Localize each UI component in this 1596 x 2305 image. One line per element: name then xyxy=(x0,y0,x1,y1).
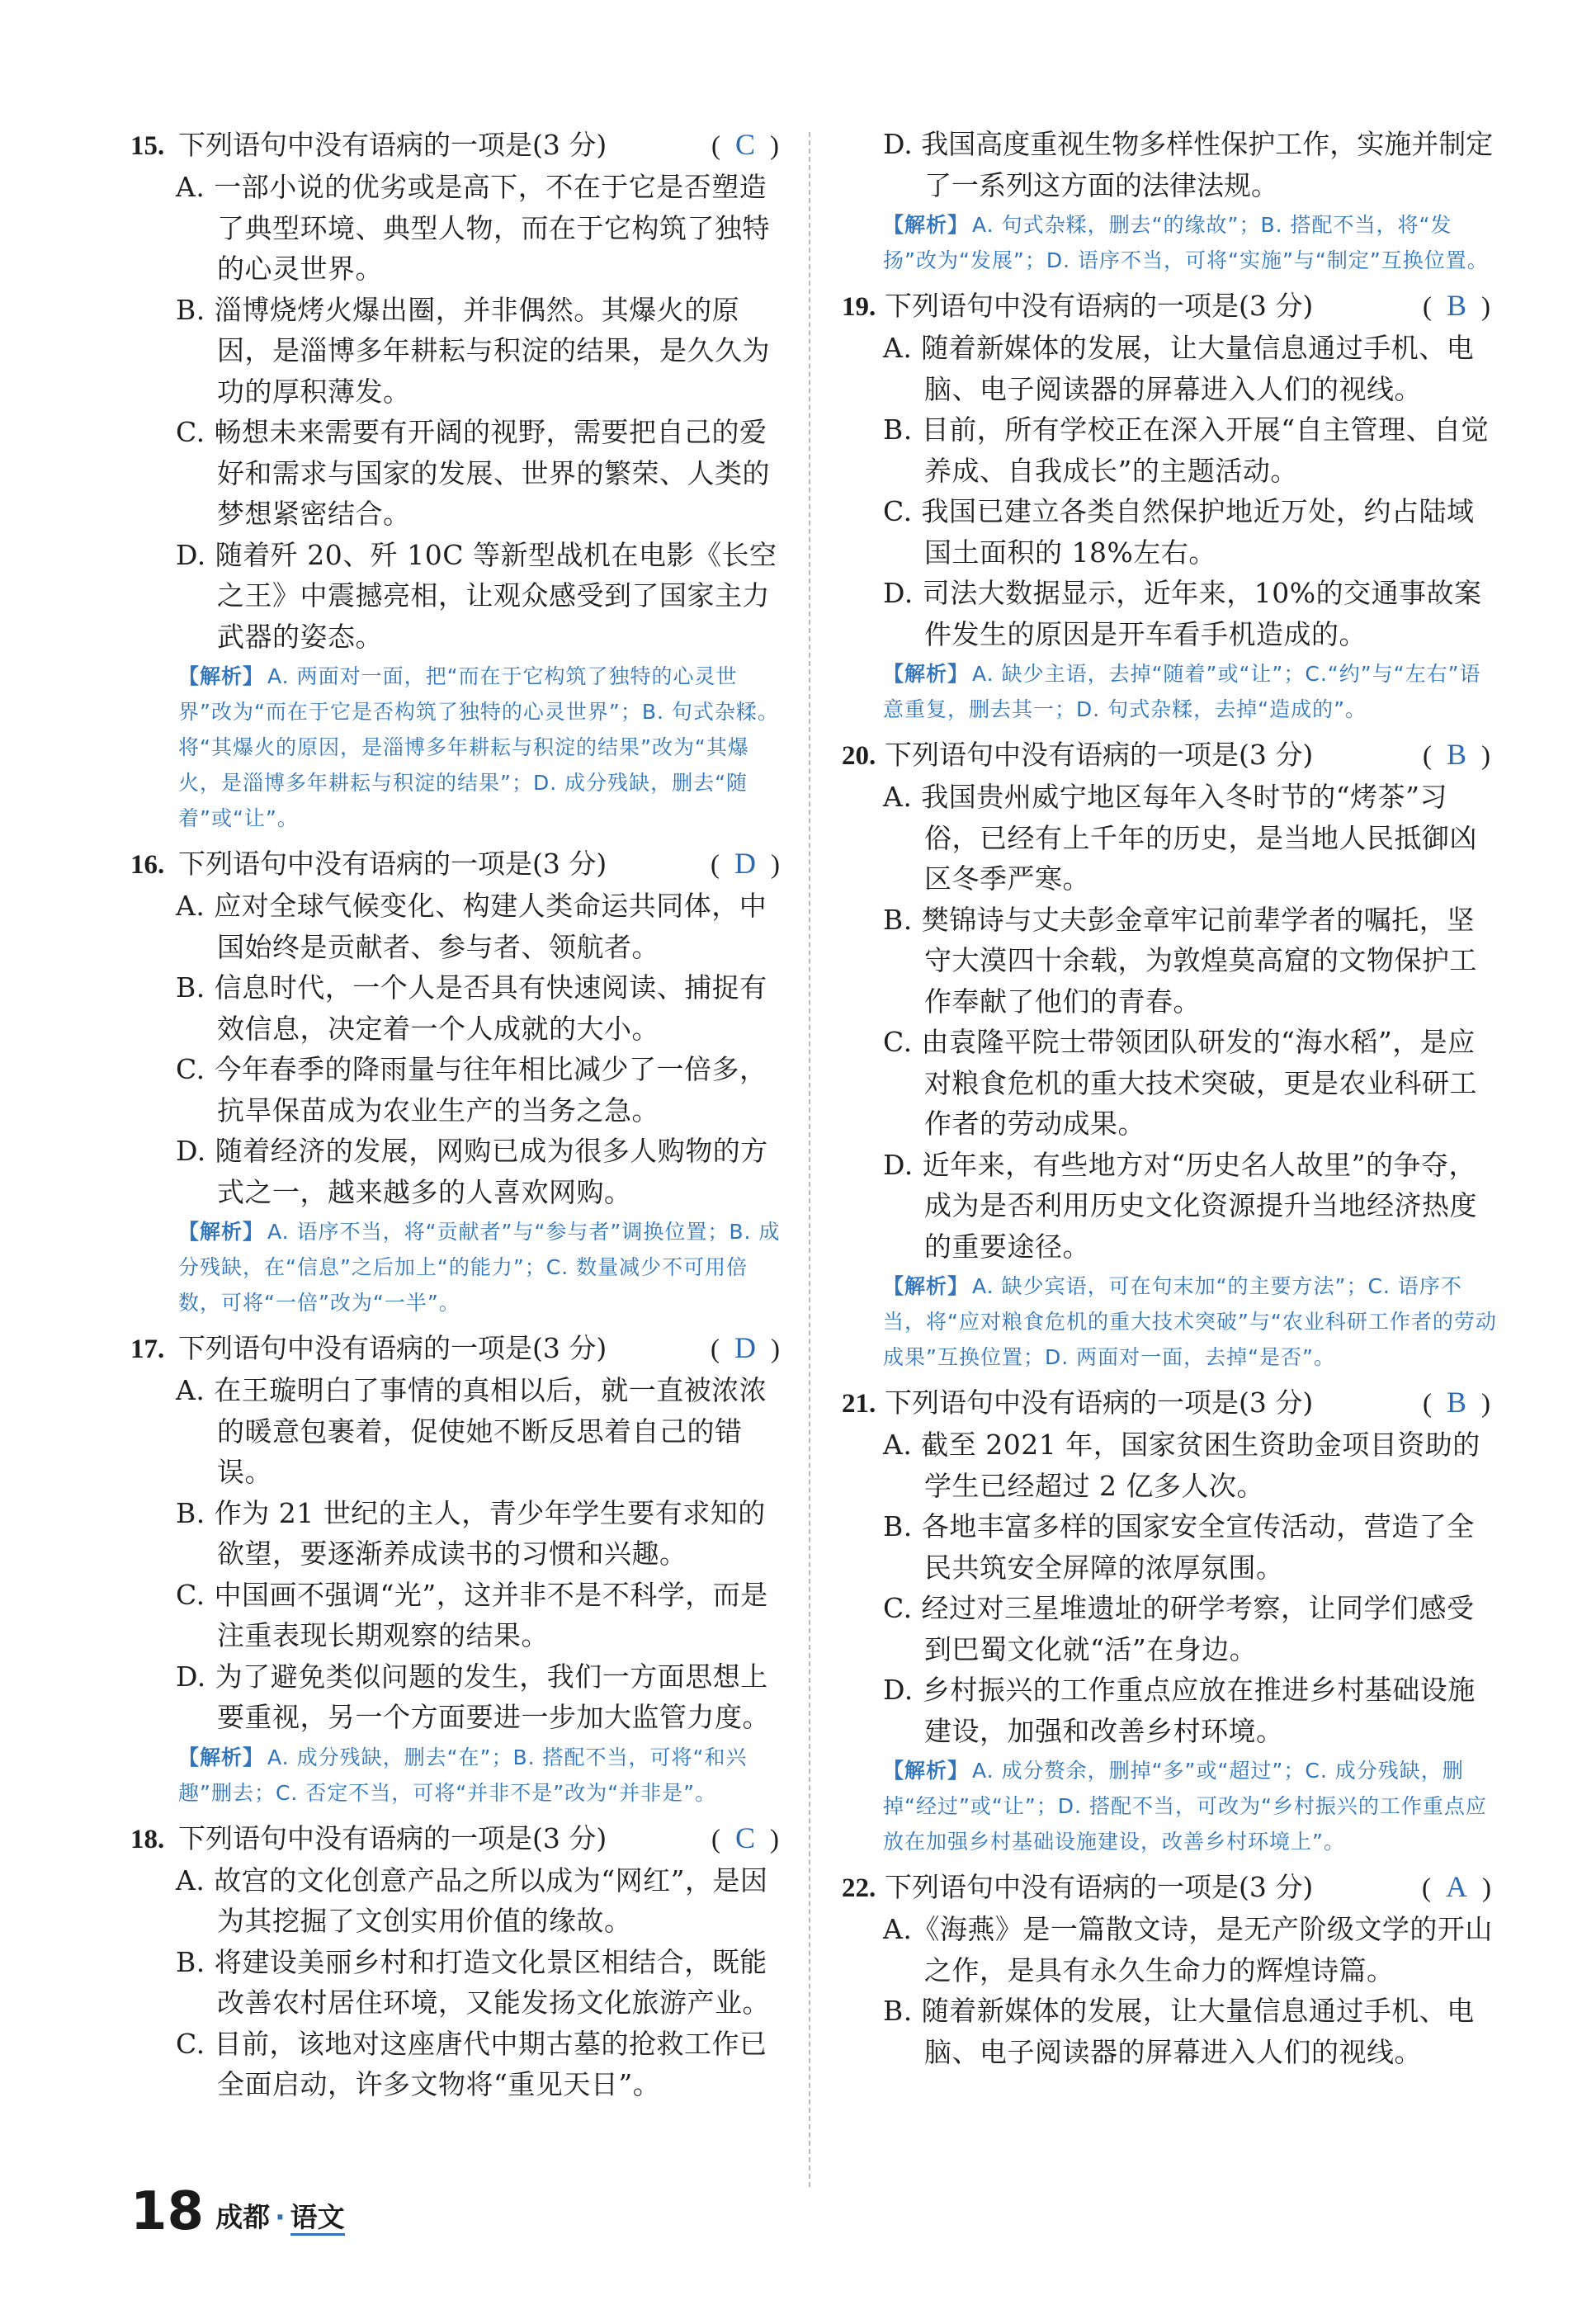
option-a: A. 随着新媒体的发展，让大量信息通过手机、电脑、电子阅读器的屏幕进入人们的视线。 xyxy=(883,332,1475,405)
question-18-continued xyxy=(842,124,1502,278)
question-head xyxy=(130,843,791,886)
explanation-text: A. 语序不当，将“贡献者”与“参与者”调换位置；B. 成分残缺，在“信息”之后加上“的能力”；C. 数量减少不可用倍数，可将“一倍”改为“一半”。 xyxy=(178,1220,781,1315)
explanation-tag: 【解析】 xyxy=(178,1220,265,1244)
option-a: A. 在王璇明白了事情的真相以后，就一直被浓浓的暖意包裹着，促使她不断反思着自己的错误。 xyxy=(176,1374,767,1488)
option-c: C. 畅想未来需要有开阔的视野，需要把自己的爱好和需求与国家的发展、世界的繁荣、人类的梦想紧密结合。 xyxy=(176,416,770,530)
option-a: A.《海燕》是一篇散文诗，是无产阶级文学的开山之作，是具有永久生命力的辉煌诗篇。 xyxy=(883,1913,1493,1986)
option-a: A. 我国贵州威宁地区每年入冬时节的“烤茶”习俗，已经有上千年的历史，是当地人民抵御凶区冬季严寒。 xyxy=(883,781,1477,895)
question-stem: 下列语句中没有语病的一项是(3 分) xyxy=(885,1871,1314,1903)
option-c: C. 我国已建立各类自然保护地近万处，约占陆域国土面积的 18%左右。 xyxy=(883,495,1475,569)
question-number: 16. xyxy=(130,850,165,880)
option-a: A. 一部小说的优劣或是高下，不在于它是否塑造了典型环境、典型人物，而在于它构筑了独特的心灵世界。 xyxy=(176,171,770,285)
question-number: 15. xyxy=(130,131,165,161)
option-d: D. 随着经济的发展，网购已成为很多人购物的方式之一，越来越多的人喜欢网购。 xyxy=(176,1135,768,1208)
answer-letter: C xyxy=(734,128,755,161)
option-c: C. 由袁隆平院士带领团队研发的“海水稻”，是应对粮食危机的重大技术突破，更是农业科研工作者的劳动成果。 xyxy=(883,1026,1477,1140)
question-head xyxy=(842,1866,1502,1909)
question-17 xyxy=(130,1327,791,1811)
option-b: B. 随着新媒体的发展，让大量信息通过手机、电脑、电子阅读器的屏幕进入人们的视线。 xyxy=(883,1995,1475,2068)
explanation xyxy=(178,1740,791,1811)
question-head xyxy=(842,1382,1502,1424)
answer-bracket: ( D ) xyxy=(711,847,780,880)
explanation-tag: 【解析】 xyxy=(178,664,265,688)
explanation-text: A. 句式杂糅，删去“的缘故”；B. 搭配不当，将“发扬”改为“发展”；D. 语序不当，可将“实施”与“制定”互换位置。 xyxy=(883,213,1489,272)
left-column xyxy=(130,124,791,2110)
answer-bracket: ( A ) xyxy=(1422,1870,1491,1903)
explanation-tag: 【解析】 xyxy=(883,662,970,686)
question-number: 22. xyxy=(842,1873,876,1903)
explanation xyxy=(883,1268,1502,1375)
book-name: 成都 xyxy=(215,2201,271,2233)
explanation-tag: 【解析】 xyxy=(883,1274,970,1298)
answer-letter: B xyxy=(1446,1386,1466,1419)
question-head xyxy=(842,734,1502,777)
option-b: B. 作为 21 世纪的主人，青少年学生要有求知的欲望，要逐渐养成读书的习惯和兴趣。 xyxy=(176,1496,766,1570)
answer-bracket: ( C ) xyxy=(711,1821,779,1854)
option-b: B. 樊锦诗与丈夫彭金章牢记前辈学者的嘱托，坚守大漠四十余载，为敦煌莫高窟的文物保护工作奉献了他们的青春。 xyxy=(883,903,1477,1018)
option-c: C. 经过对三星堆遗址的研学考察，让同学们感受到巴蜀文化就“活”在身边。 xyxy=(883,1592,1475,1665)
question-19 xyxy=(842,285,1502,727)
option-b: B. 各地丰富多样的国家安全宣传活动，营造了全民共筑安全屏障的浓厚氛围。 xyxy=(883,1510,1475,1584)
question-head xyxy=(130,1327,791,1370)
explanation-text: A. 缺少主语，去掉“随着”或“让”；C.“约”与“左右”语意重复，删去其一；D. 句式杂糅，去掉“造成的”。 xyxy=(883,662,1481,721)
question-20 xyxy=(842,734,1502,1375)
answer-letter: C xyxy=(734,1821,755,1854)
question-stem: 下列语句中没有语病的一项是(3 分) xyxy=(178,1821,607,1854)
question-stem: 下列语句中没有语病的一项是(3 分) xyxy=(885,1386,1314,1419)
option-d: D. 近年来，有些地方对“历史名人故里”的争夺，成为是否利用历史文化资源提升当地经济热度的重要途径。 xyxy=(883,1148,1477,1263)
column-divider xyxy=(809,132,810,2187)
option-c: C. 今年春季的降雨量与往年相比减少了一倍多，抗旱保苗成为农业生产的当务之急。 xyxy=(176,1053,767,1127)
option-b: B. 淄博烧烤火爆出圈，并非偶然。其爆火的原因，是淄博多年耕耘与积淀的结果，是久久为功的厚积薄发。 xyxy=(176,293,770,408)
option-a: A. 应对全球气候变化、构建人类命运共同体，中国始终是贡献者、参与者、领航者。 xyxy=(176,890,767,963)
question-stem: 下列语句中没有语病的一项是(3 分) xyxy=(178,1332,607,1364)
question-15 xyxy=(130,124,791,836)
option-d: D. 乡村振兴的工作重点应放在推进乡村基础设施建设，加强和改善乡村环境。 xyxy=(883,1674,1476,1747)
explanation xyxy=(883,1753,1502,1859)
question-number: 18. xyxy=(130,1824,165,1854)
question-number: 19. xyxy=(842,292,876,322)
explanation xyxy=(883,207,1502,278)
explanation-text: A. 两面对一面，把“而在于它构筑了独特的心灵世界”改为“而在于它是否构筑了独特的心灵世界”；B. 句式杂糅。将“其爆火的原因，是淄博多年耕耘与积淀的结果”改为“其爆火，是淄博多年耕耘与积淀的结果”；D. 成分残缺，删去“随着”或“让”。 xyxy=(178,664,779,830)
option-a: A. 截至 2021 年，国家贫困生资助金项目资助的学生已经超过 2 亿多人次。 xyxy=(883,1429,1480,1502)
question-22 xyxy=(842,1866,1502,2072)
explanation-text: A. 缺少宾语，可在句末加“的主要方法”；C. 语序不当，将“应对粮食危机的重大技术突破”与“农业科研工作者的劳动成果”互换位置；D. 两面对一面，去掉“是否”。 xyxy=(883,1274,1497,1369)
option-d: D. 随着歼 20、歼 10C 等新型战机在电影《长空之王》中震撼亮相，让观众感受到了国家主力武器的姿态。 xyxy=(176,538,777,653)
explanation-text: A. 成分残缺，删去“在”；B. 搭配不当，可将“和兴趣”删去；C. 否定不当，可将“并非不是”改为“并非是”。 xyxy=(178,1745,748,1805)
option-b: B. 将建设美丽乡村和打造文化景区相结合，既能改善农村居住环境，又能发扬文化旅游产业。 xyxy=(176,1945,770,2019)
question-head xyxy=(130,1817,791,1860)
question-stem: 下列语句中没有语病的一项是(3 分) xyxy=(178,129,607,161)
option-a: A. 故宫的文化创意产品之所以成为“网红”，是因为其挖掘了文创实用价值的缘故。 xyxy=(176,1863,768,1937)
question-21 xyxy=(842,1382,1502,1859)
option-c: C. 目前，该地对这座唐代中期古墓的抢救工作已全面启动，许多文物将“重见天日”。 xyxy=(176,2027,767,2100)
explanation-tag: 【解析】 xyxy=(178,1745,265,1769)
answer-letter: B xyxy=(1446,738,1466,771)
explanation xyxy=(883,656,1502,727)
page-footer xyxy=(130,2181,345,2242)
book-label xyxy=(215,2196,345,2235)
option-c: C. 中国画不强调“光”，这并非不是不科学，而是注重表现长期观察的结果。 xyxy=(176,1578,768,1651)
answer-bracket: ( D ) xyxy=(711,1331,780,1364)
explanation-tag: 【解析】 xyxy=(883,1759,970,1783)
page-number: 18 xyxy=(130,2181,205,2242)
option-d: D. 为了避免类似问题的发生，我们一方面思想上要重视，另一个方面要进一步加大监管力度。 xyxy=(176,1660,770,1733)
question-stem: 下列语句中没有语病的一项是(3 分) xyxy=(885,290,1314,322)
option-d: D. 我国高度重视生物多样性保护工作，实施并制定了一系列这方面的法律法规。 xyxy=(883,128,1494,201)
explanation-text: A. 成分赘余，删掉“多”或“超过”；C. 成分残缺，删掉“经过”或“让”；D. 搭配不当，可改为“乡村振兴的工作重点应放在加强乡村基础设施建设，改善乡村环境上”。 xyxy=(883,1759,1487,1854)
question-number: 21. xyxy=(842,1389,876,1419)
answer-bracket: ( C ) xyxy=(711,128,779,161)
option-d: D. 司法大数据显示，近年来，10%的交通事故案件发生的原因是开车看手机造成的。 xyxy=(883,577,1482,650)
option-b: B. 目前，所有学校正在深入开展“自主管理、自觉养成、自我成长”的主题活动。 xyxy=(883,413,1490,487)
separator-dot: · xyxy=(275,2201,286,2233)
answer-letter: D xyxy=(734,847,756,880)
question-head xyxy=(842,285,1502,328)
question-18 xyxy=(130,1817,791,2105)
answer-letter: D xyxy=(734,1331,756,1364)
explanation-tag: 【解析】 xyxy=(883,213,970,237)
subject-name: 语文 xyxy=(290,2201,345,2236)
question-16 xyxy=(130,843,791,1320)
question-number: 20. xyxy=(842,741,876,771)
answer-bracket: ( B ) xyxy=(1422,738,1490,771)
explanation xyxy=(178,659,791,836)
question-number: 17. xyxy=(130,1334,165,1364)
question-stem: 下列语句中没有语病的一项是(3 分) xyxy=(885,739,1314,771)
explanation xyxy=(178,1214,791,1320)
option-b: B. 信息时代，一个人是否具有快速阅读、捕捉有效信息，决定着一个人成就的大小。 xyxy=(176,971,767,1045)
answer-bracket: ( B ) xyxy=(1422,1386,1490,1419)
right-column xyxy=(842,124,1502,2077)
answer-bracket: ( B ) xyxy=(1422,289,1490,322)
answer-letter: A xyxy=(1446,1870,1467,1903)
question-stem: 下列语句中没有语病的一项是(3 分) xyxy=(178,848,607,880)
question-head xyxy=(130,124,791,167)
answer-letter: B xyxy=(1446,289,1466,322)
